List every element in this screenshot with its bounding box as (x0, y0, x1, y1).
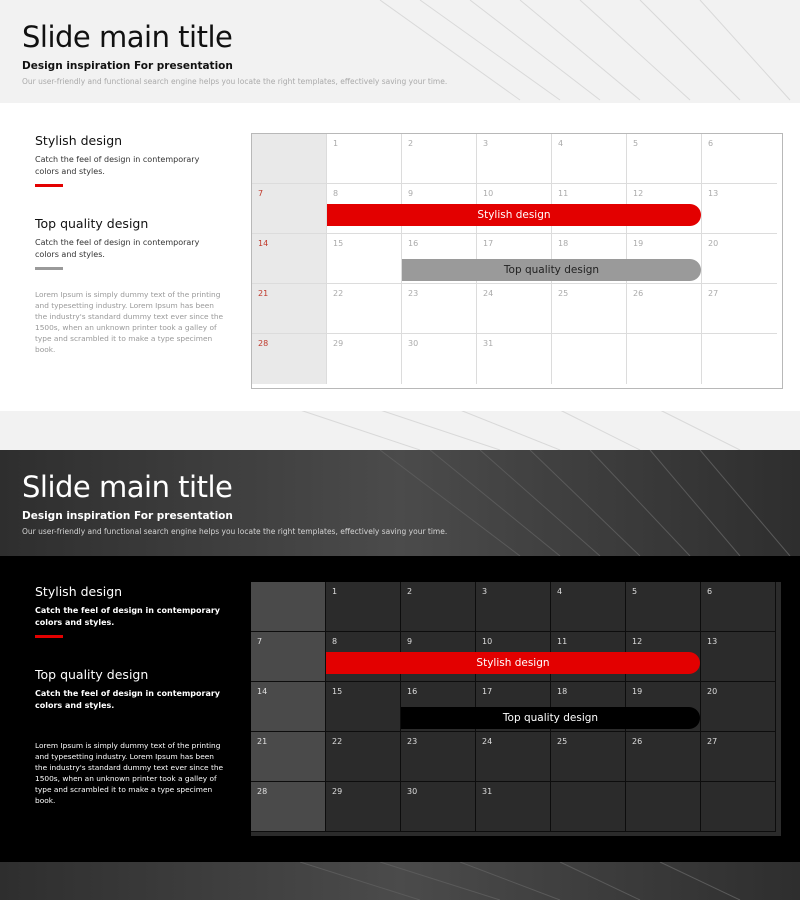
calendar-cell: 1 (326, 582, 401, 632)
page-subtitle: Design inspiration For presentation (22, 60, 233, 72)
calendar-cell: 3 (476, 582, 551, 632)
calendar-cell: 8 (327, 184, 402, 234)
calendar-cell: 9 (402, 184, 477, 234)
event-bar-top-quality[interactable]: Top quality design (402, 259, 701, 281)
calendar-cell (251, 582, 326, 632)
calendar-cell: 28 (252, 334, 327, 384)
event-bar-top-quality[interactable]: Top quality design (401, 707, 700, 729)
calendar-cell: 21 (251, 732, 326, 782)
calendar-cell: 31 (477, 334, 552, 384)
calendar-cell: 21 (252, 284, 327, 334)
calendar-cell: 13 (701, 632, 776, 682)
calendar-cell (551, 782, 626, 832)
calendar (251, 133, 783, 389)
calendar-cell: 23 (402, 284, 477, 334)
event-bar-stylish[interactable]: Stylish design (326, 652, 700, 674)
calendar-cell: 31 (476, 782, 551, 832)
calendar-cell: 24 (477, 284, 552, 334)
section1-heading: Stylish design (35, 133, 123, 148)
section1-text: Catch the feel of design in contemporary colors and styles. (35, 606, 220, 627)
calendar-cell: 6 (702, 134, 777, 184)
calendar-cell: 12 (626, 632, 701, 682)
calendar-cell: 26 (627, 284, 702, 334)
calendar-cell: 25 (551, 732, 626, 782)
calendar-cell: 2 (401, 582, 476, 632)
section1-accent-bar (35, 184, 63, 187)
calendar-cell: 18 (552, 234, 627, 284)
calendar-cell: 22 (327, 284, 402, 334)
calendar (251, 582, 781, 836)
calendar-cell: 30 (402, 334, 477, 384)
section2-text: Catch the feel of design in contemporary colors and styles. (35, 689, 220, 710)
page-title: Slide main title (22, 20, 233, 54)
content-panel (0, 103, 800, 411)
calendar-cell: 24 (476, 732, 551, 782)
lorem-text: Lorem Ipsum is simply dummy text of the printing and typesetting industry. Lorem Ipsum has been the industry's standard dummy text ever since the 1500s, when an unknown printer took a galley of type and scrambled it to make a type specimen book. (35, 290, 224, 354)
page-subtitle: Design inspiration For presentation (22, 510, 233, 522)
calendar-cell: 30 (401, 782, 476, 832)
calendar-cell: 13 (702, 184, 777, 234)
calendar-cell: 12 (627, 184, 702, 234)
calendar-cell: 23 (401, 732, 476, 782)
calendar-cell: 25 (552, 284, 627, 334)
calendar-cell: 3 (477, 134, 552, 184)
lorem-text: Lorem Ipsum is simply dummy text of the printing and typesetting industry. Lorem Ipsum has been the industry's standard dummy text ever since the 1500s, when an unknown printer took a galley of type and scrambled it to make a type specimen book. (35, 741, 224, 805)
calendar-cell: 11 (552, 184, 627, 234)
section2-accent-bar (35, 267, 63, 270)
calendar-cell: 10 (477, 184, 552, 234)
calendar-cell: 4 (552, 134, 627, 184)
calendar-cell: 29 (326, 782, 401, 832)
calendar-cell (252, 134, 327, 184)
calendar-cell: 15 (326, 682, 401, 732)
section1-heading: Stylish design (35, 584, 123, 599)
calendar-cell: 16 (401, 682, 476, 732)
calendar-cell: 4 (551, 582, 626, 632)
calendar-cell: 2 (402, 134, 477, 184)
calendar-cell: 5 (627, 134, 702, 184)
calendar-cell: 26 (626, 732, 701, 782)
calendar-cell: 7 (252, 184, 327, 234)
calendar-cell: 27 (701, 732, 776, 782)
slide-dark (0, 450, 800, 900)
section1-text: Catch the feel of design in contemporary colors and styles. (35, 155, 200, 176)
content-panel (0, 556, 800, 862)
page-description: Our user-friendly and functional search engine helps you locate the right templates, effectively saving your time. (22, 77, 448, 86)
section2-text: Catch the feel of design in contemporary colors and styles. (35, 238, 200, 259)
calendar-cell: 15 (327, 234, 402, 284)
calendar-cell: 28 (251, 782, 326, 832)
calendar-cell: 14 (252, 234, 327, 284)
calendar-cell: 14 (251, 682, 326, 732)
calendar-cell: 27 (702, 284, 777, 334)
event-bar-stylish[interactable]: Stylish design (327, 204, 701, 226)
calendar-cell: 6 (701, 582, 776, 632)
calendar-cell (552, 334, 627, 384)
calendar-cell: 17 (476, 682, 551, 732)
calendar-cell (627, 334, 702, 384)
calendar-cell: 29 (327, 334, 402, 384)
calendar-cell: 16 (402, 234, 477, 284)
calendar-cell: 18 (551, 682, 626, 732)
calendar-cell (626, 782, 701, 832)
section2-heading: Top quality design (35, 667, 149, 682)
calendar-cell: 8 (326, 632, 401, 682)
calendar-cell: 22 (326, 732, 401, 782)
calendar-cell: 20 (701, 682, 776, 732)
calendar-cell: 11 (551, 632, 626, 682)
section1-accent-bar (35, 635, 63, 638)
calendar-cell (701, 782, 776, 832)
calendar-cell (702, 334, 777, 384)
calendar-cell: 5 (626, 582, 701, 632)
page-description: Our user-friendly and functional search engine helps you locate the right templates, effectively saving your time. (22, 527, 448, 536)
calendar-cell: 9 (401, 632, 476, 682)
calendar-cell: 19 (627, 234, 702, 284)
calendar-cell: 1 (327, 134, 402, 184)
calendar-cell: 20 (702, 234, 777, 284)
page-title: Slide main title (22, 470, 233, 504)
section2-heading: Top quality design (35, 216, 149, 231)
calendar-cell: 10 (476, 632, 551, 682)
calendar-cell: 17 (477, 234, 552, 284)
calendar-cell: 7 (251, 632, 326, 682)
calendar-cell: 19 (626, 682, 701, 732)
